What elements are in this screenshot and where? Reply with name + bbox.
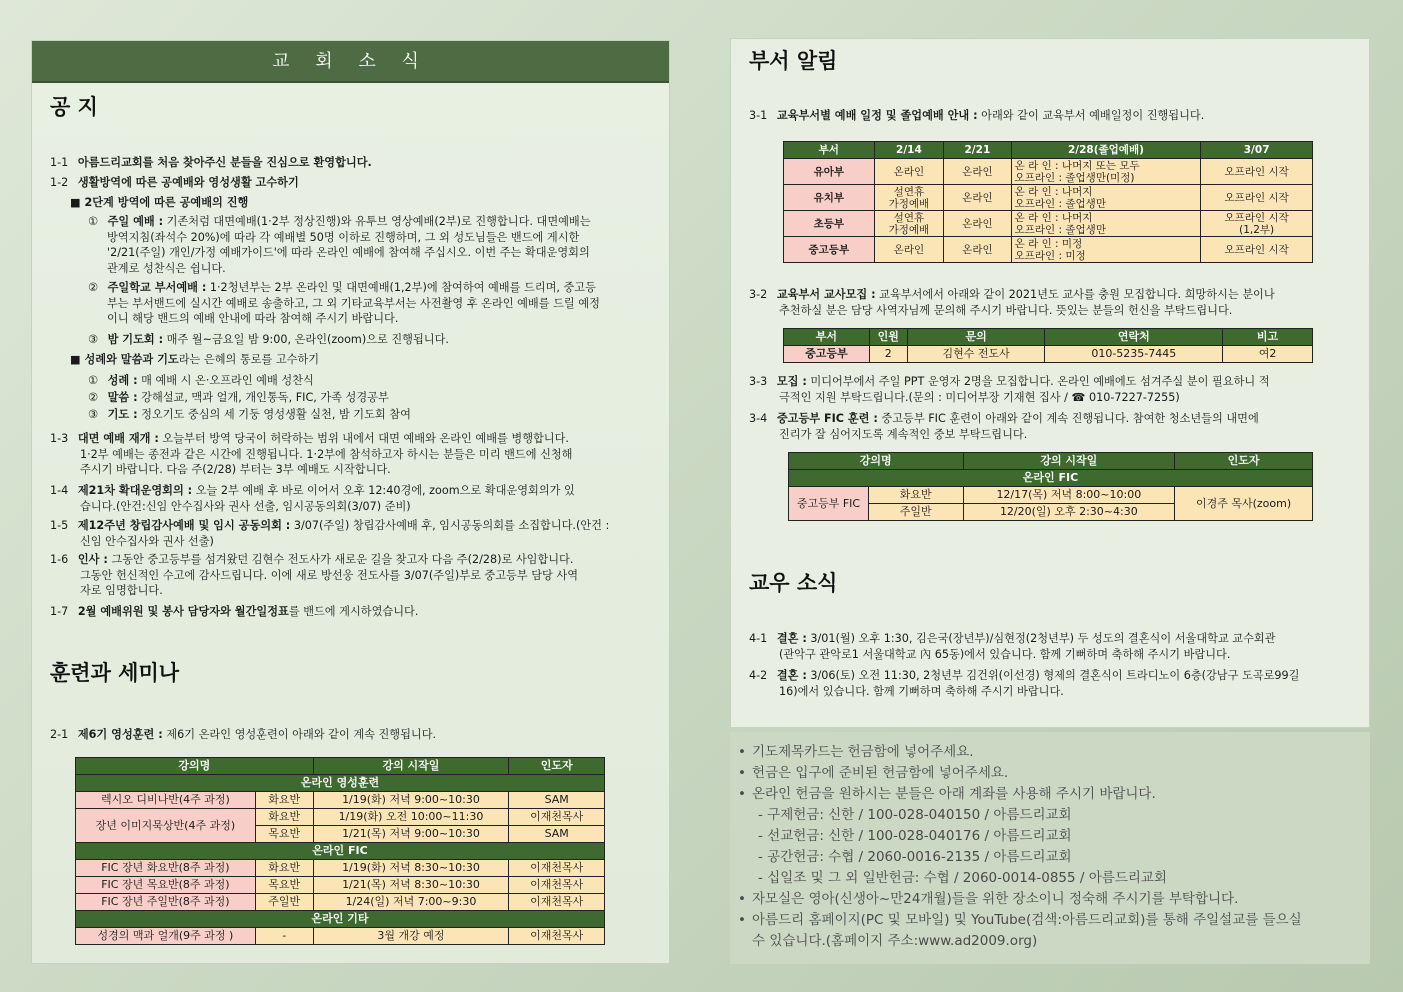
- notice-heading: 공 지: [50, 95, 98, 119]
- homepage-note: 수 있습니다.(홈페이지 주소:www.ad2009.org): [752, 933, 1038, 949]
- member-news-heading: 교우 소식: [749, 571, 838, 595]
- training-heading: 훈련과 세미나: [50, 661, 180, 685]
- category-row: 온라인 FIC: [76, 843, 605, 860]
- notice-3-4: 3-4 중고등부 FIC 훈련 : 중고등부 FIC 훈련이 아래와 같이 계속 진행됩니다. 참여한 청소년들의 내면에 진리가 잘 심어지도록 계속적인 중보 부탁드립니다.: [749, 412, 1259, 441]
- prayer-item: ③ 기도 : 정오기도 중심의 세 기둥 영성생활 실천, 밤 기도회 참여: [88, 408, 411, 421]
- youth-fic-table: [788, 452, 1313, 521]
- notice-1-4: 1-4 제21차 확대운영회의 : 오늘 2부 예배 후 바로 이어서 오후 12:40경에, zoom으로 확대운영회의가 있 습니다.(안건:신임 안수집사와 권사 선출, 임시공동의회(3/07) 준비): [50, 484, 575, 513]
- table-row: 주일반 12/20(일) 오후 2:30~4:30: [789, 504, 1313, 521]
- table-header-row: 강의명 강의 시작일 인도자: [789, 453, 1313, 470]
- word-item: ② 말씀 : 강해설교, 맥과 얼개, 개인통독, FIC, 가족 성경공부: [88, 391, 389, 404]
- table-row: 중고등부 온라인 온라인 온 라 인 : 미정 오프라인 : 미정 오프라인 시작: [784, 237, 1313, 263]
- department-schedule-table: [783, 141, 1313, 263]
- list-item: • 자모실은 영아(신생아~만24개월)들을 위한 장소이니 정숙해 주시기를 부탁합니다.: [738, 891, 1239, 907]
- notice-subhead-1: ■ 2단계 방역에 따른 공예배의 진행: [70, 196, 249, 209]
- notice-subhead-2: ■ 성례와 말씀과 기도라는 은혜의 통로를 고수하기: [70, 353, 320, 366]
- account-relief: - 구제헌금: 신한 / 100-028-040150 / 아름드리교회: [758, 807, 1072, 823]
- table-row: 중고등부 FIC 화요반 12/17(목) 저녁 8:00~10:00 이경주 목사(zoom): [789, 487, 1313, 504]
- col-leader: 인도자: [509, 758, 605, 775]
- account-space: - 공간헌금: 수협 / 2060-0016-2135 / 아름드리교회: [758, 849, 1072, 865]
- table-row: 유아부 온라인 온라인 온 라 인 : 나머지 또는 모두 오프라인 : 졸업생만(미정) 오프라인 시작: [784, 159, 1313, 185]
- table-row: 유치부 설연휴 가정예배 온라인 온 라 인 : 나머지 오프라인 : 졸업생만 오프라인 시작: [784, 185, 1313, 211]
- category-row: 온라인 FIC: [789, 470, 1313, 487]
- notice-3-3: 3-3 모집 : 미디어부에서 주일 PPT 운영자 2명을 모집합니다. 온라인 예배에도 섬겨주실 분이 필요하니 적 극적인 지원 부탁드립니다.(문의 : 미디어부장 기재현 집사 / ☎ 010-7227-7255): [749, 375, 1270, 404]
- sunday-school-item: ② 주일학교 부서예배 : 1·2청년부는 2부 온라인 및 대면예배(1,2부)에 참여하여 예배를 드리며, 중고등 부는 부서밴드에 실시간 예배로 송출하고, 그 외 기타교육부서는 사전촬영 후 온라인 예배를 드릴 예정 이니 해당 밴드의 예배 안내에 따라 참여해 주시기 바랍니다.: [88, 281, 600, 325]
- category-row: 온라인 기타: [76, 911, 605, 928]
- notice-3-2: 3-2 교육부서 교사모집 : 교육부서에서 아래와 같이 2021년도 교사를 충원 모집합니다. 희망하시는 분이나 추천하실 분은 담당 사역자님께 문의해 주시기 바랍니다. 뜻있는 분들의 헌신을 부탁드립니다.: [749, 288, 1275, 317]
- col-start: 강의 시작일: [313, 758, 509, 775]
- sunday-service-item: ① 주일 예배 : 기존처럼 대면예배(1·2부 정상진행)와 유투브 영상예배(2부)로 진행합니다. 대면예배는 방역지침(좌석수 20%)에 따라 각 예배별 50명 이하로 진행하며, 그 외 성도님들은 밴드에 게시한 '2/21(주일) 개인/가정 예배가이드'에 따라 온라인 예배에 참여해 주십시오. 이번 주는 확대운영회의 관계로 성찬식은 쉽니다.: [88, 215, 591, 275]
- department-heading: 부서 알림: [749, 49, 838, 73]
- notice-1-1: 1-1 아름드리교회를 처음 찾아주신 분들을 진심으로 환영합니다.: [50, 156, 372, 169]
- list-item: • 헌금은 입구에 준비된 헌금함에 넣어주세요.: [738, 765, 1009, 781]
- notice-1-7: 1-7 2월 예배위원 및 봉사 담당자와 월간일정표를 밴드에 게시하였습니다.: [50, 605, 419, 618]
- department-news-page: [730, 38, 1370, 728]
- col-lecture: 강의명: [76, 758, 314, 775]
- account-tithe: - 십일조 및 그 외 일반헌금: 수협 / 2060-0014-0855 / 아름드리교회: [758, 870, 1167, 886]
- list-item: • 아름드리 홈페이지(PC 및 모바일) 및 YouTube(검색:아름드리교회)를 통해 주일설교를 들으실: [738, 912, 1302, 928]
- notice-1-3: 1-3 대면 예배 재개 : 오늘부터 방역 당국이 허락하는 범위 내에서 대면 예배와 온라인 예배를 병행합니다. 1·2부 예배는 종전과 같은 시간에 진행됩니다. 1·2부에 참석하고자 하시는 분들은 미리 밴드에 신청해 주시기 바랍니다. 다음 주(2/28) 부터는 3부 예배도 시작합니다.: [50, 432, 573, 476]
- offering-notes-list: [738, 742, 1363, 952]
- table-header-row: [76, 758, 605, 775]
- category-row: 온라인 영성훈련: [76, 775, 605, 792]
- notice-1-2: 1-2 생활방역에 따른 공예배와 영성생활 고수하기: [50, 176, 299, 189]
- sacrament-item: ① 성례 : 매 예배 시 온·오프라인 예배 성찬식: [88, 374, 314, 387]
- table-row: FIC 장년 목요반(8주 과정) 목요반 1/21(목) 저녁 8:30~10:30 이재천목사: [76, 877, 605, 894]
- notice-4-2: 4-2 결혼 : 3/06(토) 오전 11:30, 2청년부 김건위(이선경) 형제의 결혼식이 트라디노이 6층(강남구 도곡로99길 16)에서 있습니다. 함께 기뻐하며 축하해 주시기 바랍니다.: [749, 669, 1300, 698]
- notice-2-1: 2-1 제6기 영성훈련 : 제6기 온라인 영성훈련이 아래와 같이 계속 진행됩니다.: [50, 728, 437, 741]
- table-row: 초등부 설연휴 가정예배 온라인 온 라 인 : 나머지 오프라인 : 졸업생만 오프라인 시작 (1,2부): [784, 211, 1313, 237]
- table-row: 장년 이미지묵상반(4주 과정) 화요반 1/19(화) 오전 10:00~11:30 이재천목사: [76, 809, 605, 826]
- church-news-banner: 교 회 소 식: [32, 41, 669, 83]
- notice-4-1: 4-1 결혼 : 3/01(월) 오후 1:30, 김은국(장년부)/심현정(2청년부) 두 성도의 결혼식이 서울대학교 교수회관 (관악구 관악로1 서울대학교 內 65동)에서 있습니다. 함께 기뻐하며 축하해 주시기 바랍니다.: [749, 632, 1276, 661]
- table-row: 중고등부 2 김현수 전도사 010-5235-7445 여2: [784, 346, 1313, 363]
- table-header-row: 부서 2/14 2/21 2/28(졸업예배) 3/07: [784, 142, 1313, 159]
- table-row: 목요반 1/21(목) 저녁 9:00~10:30 SAM: [76, 826, 605, 843]
- teacher-recruit-table: [783, 328, 1313, 363]
- list-item: • 기도제목카드는 헌금함에 넣어주세요.: [738, 744, 974, 760]
- church-news-page: [31, 40, 670, 964]
- table-row: FIC 장년 주일반(8주 과정) 주일반 1/24(일) 저녁 7:00~9:30 이재천목사: [76, 894, 605, 911]
- notice-1-5: 1-5 제12주년 창립감사예배 및 임시 공동의회 : 3/07(주일) 창립감사예배 후, 임시공동의회를 소집합니다.(안건 : 신임 안수집사와 권사 선출): [50, 519, 610, 548]
- notice-1-6: 1-6 인사 : 그동안 중고등부를 섬겨왔던 김현수 전도사가 새로운 길을 찾고자 다음 주(2/28)로 사임합니다. 그동안 헌신적인 수고에 감사드립니다. 이에 새로 방선웅 전도사를 3/07(주일)부로 중고등부 담당 사역 자로 임명합니다.: [50, 553, 579, 597]
- table-header-row: 부서 인원 문의 연락처 비고: [784, 329, 1313, 346]
- training-table: [75, 757, 605, 945]
- account-mission: - 선교헌금: 신한 / 100-028-040176 / 아름드리교회: [758, 828, 1072, 844]
- offering-notes-box: [730, 732, 1370, 964]
- table-row: 성경의 맥과 얼개(9주 과정 ) - 3월 개강 예정 이재천목사: [76, 928, 605, 945]
- list-item: • 온라인 헌금을 원하시는 분들은 아래 계좌를 사용해 주시기 바랍니다.: [738, 786, 1156, 802]
- table-row: 렉시오 디비나반(4주 과정) 화요반 1/19(화) 저녁 9:00~10:30 SAM: [76, 792, 605, 809]
- night-prayer-item: ③ 밤 기도회 : 매주 월~금요일 밤 9:00, 온라인(zoom)으로 진행됩니다.: [88, 333, 449, 346]
- notice-3-1: 3-1 교육부서별 예배 일정 및 졸업예배 안내 : 아래와 같이 교육부서 예배일정이 진행됩니다.: [749, 109, 1205, 122]
- table-row: FIC 장년 화요반(8주 과정) 화요반 1/19(화) 저녁 8:30~10:30 이재천목사: [76, 860, 605, 877]
